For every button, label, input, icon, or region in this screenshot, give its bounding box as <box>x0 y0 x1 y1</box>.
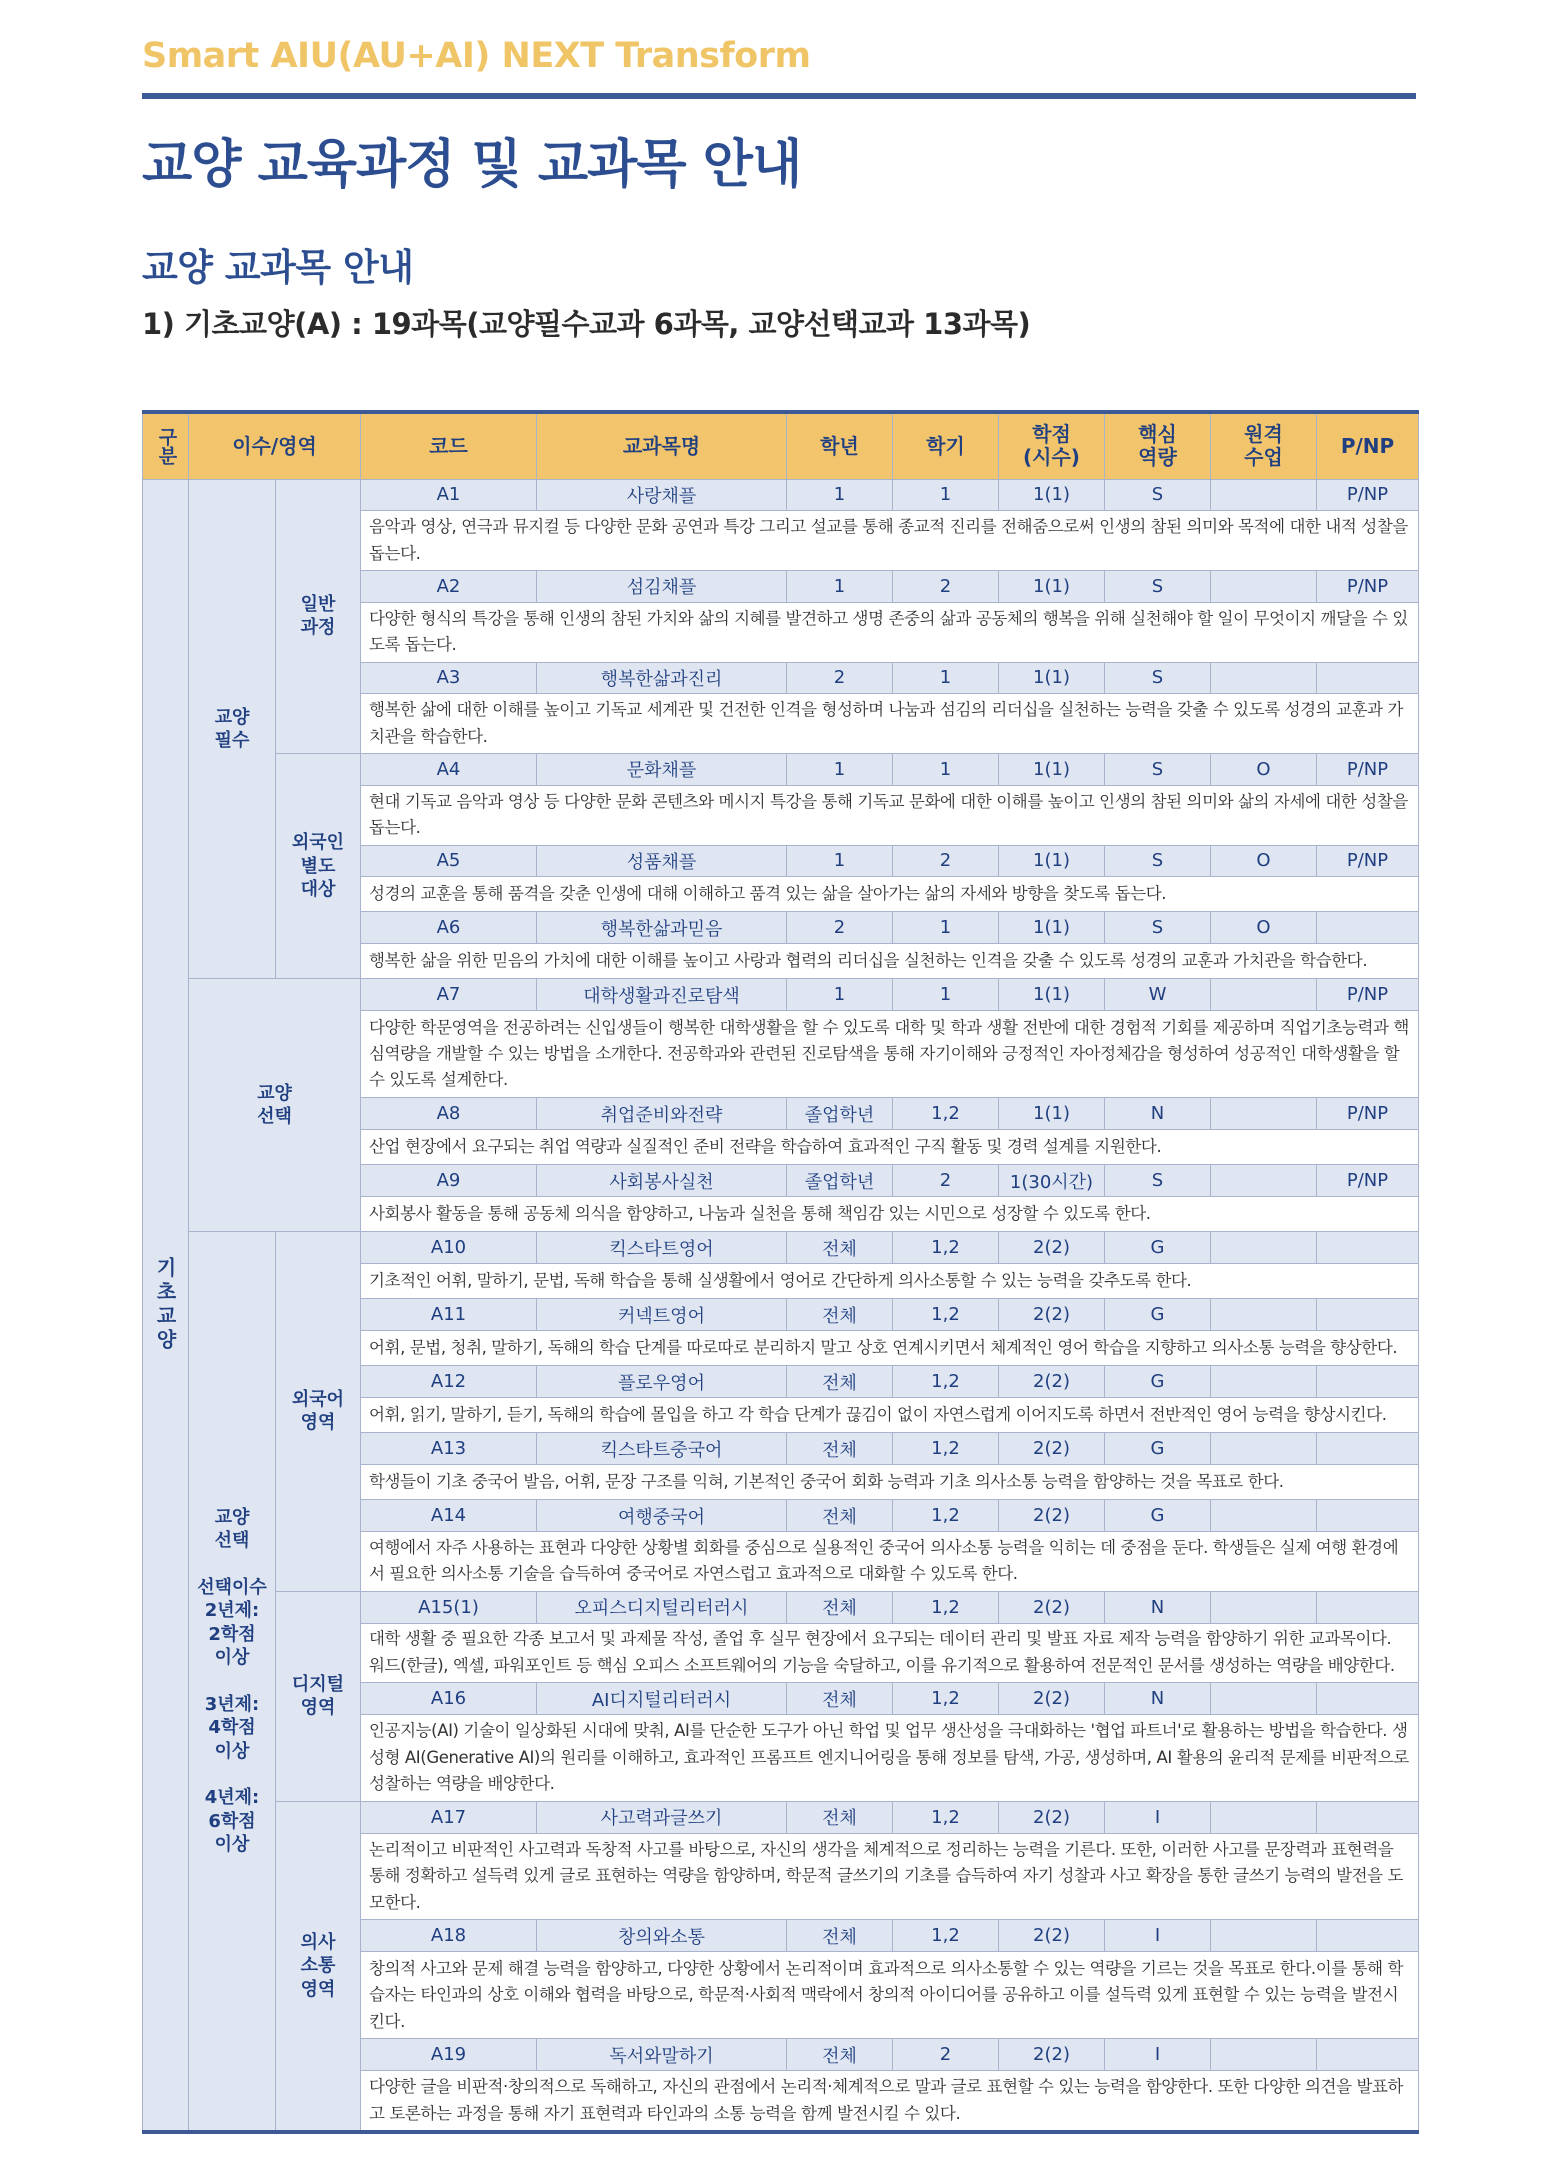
course-semester: 1 <box>893 912 999 944</box>
course-credit: 2(2) <box>999 2039 1105 2071</box>
course-semester: 1,2 <box>893 1366 999 1398</box>
course-pnp <box>1317 1433 1419 1465</box>
course-remote <box>1211 571 1317 603</box>
course-year: 졸업학년 <box>787 1165 893 1197</box>
course-name: 대학생활과진로탐색 <box>537 979 787 1011</box>
course-year: 2 <box>787 662 893 694</box>
course-credit: 2(2) <box>999 1366 1105 1398</box>
course-code: A19 <box>361 2039 537 2071</box>
course-credit: 2(2) <box>999 1500 1105 1532</box>
course-description: 행복한 삶을 위한 믿음의 가치에 대한 이해를 높이고 사랑과 협력의 리더십을 실천하는 인격을 갖출 수 있도록 성경의 교훈과 가치관을 학습한다. <box>361 944 1419 979</box>
group-general: 일반 과정 <box>276 479 361 754</box>
course-remote <box>1211 1683 1317 1715</box>
course-code: A15(1) <box>361 1591 537 1623</box>
course-code: A16 <box>361 1683 537 1715</box>
course-code: A1 <box>361 479 537 511</box>
group-category: 기초교양 <box>143 479 189 2132</box>
course-table <box>142 410 1419 2134</box>
course-credit: 1(1) <box>999 662 1105 694</box>
course-name: 사고력과글쓰기 <box>537 1801 787 1833</box>
course-competency: S <box>1105 479 1211 511</box>
course-year: 1 <box>787 845 893 877</box>
group-communication: 의사 소통 영역 <box>276 1801 361 2132</box>
course-competency: S <box>1105 912 1211 944</box>
course-credit: 2(2) <box>999 1433 1105 1465</box>
course-remote <box>1211 1232 1317 1264</box>
course-competency: S <box>1105 571 1211 603</box>
course-name: 킥스타트중국어 <box>537 1433 787 1465</box>
course-pnp: P/NP <box>1317 1098 1419 1130</box>
course-credit: 1(1) <box>999 979 1105 1011</box>
header-semester: 학기 <box>893 412 999 479</box>
course-remote <box>1211 2039 1317 2071</box>
course-year: 전체 <box>787 1920 893 1952</box>
course-remote: O <box>1211 912 1317 944</box>
course-row <box>143 1801 1419 1833</box>
course-pnp: P/NP <box>1317 979 1419 1011</box>
course-name: 취업준비와전략 <box>537 1098 787 1130</box>
course-pnp <box>1317 662 1419 694</box>
course-description: 논리적이고 비판적인 사고력과 독창적 사고를 바탕으로, 자신의 생각을 체계적으로 정리하는 능력을 기른다. 또한, 이러한 사고를 문장력과 표현력을 통해 정확하고 설득력 있게 글로 표현하는 역량을 함양하며, 학문적 글쓰기의 기초를 습득하여 자기 성찰과 사고 확장을 통한 글쓰기 능력의 발전을 도모한다. <box>361 1833 1419 1920</box>
course-year: 1 <box>787 571 893 603</box>
course-remote <box>1211 1098 1317 1130</box>
group-digital: 디지털 영역 <box>276 1591 361 1801</box>
course-remote <box>1211 1920 1317 1952</box>
course-row <box>143 754 1419 786</box>
course-year: 1 <box>787 754 893 786</box>
course-code: A18 <box>361 1920 537 1952</box>
course-pnp: P/NP <box>1317 571 1419 603</box>
course-semester: 1 <box>893 979 999 1011</box>
course-pnp <box>1317 1500 1419 1532</box>
course-year: 전체 <box>787 1433 893 1465</box>
course-pnp <box>1317 1801 1419 1833</box>
course-code: A3 <box>361 662 537 694</box>
course-remote <box>1211 1299 1317 1331</box>
header-credit: 학점 (시수) <box>999 412 1105 479</box>
course-competency: I <box>1105 1920 1211 1952</box>
course-semester: 1,2 <box>893 1801 999 1833</box>
course-code: A13 <box>361 1433 537 1465</box>
group-language: 외국어 영역 <box>276 1232 361 1591</box>
course-semester: 1 <box>893 754 999 786</box>
course-semester: 2 <box>893 845 999 877</box>
course-code: A14 <box>361 1500 537 1532</box>
course-description: 산업 현장에서 요구되는 취업 역량과 실질적인 준비 전략을 학습하여 효과적인 구직 활동 및 경력 설계를 지원한다. <box>361 1130 1419 1165</box>
header-remote: 원격 수업 <box>1211 412 1317 479</box>
course-credit: 2(2) <box>999 1801 1105 1833</box>
course-name: 사랑채플 <box>537 479 787 511</box>
course-code: A10 <box>361 1232 537 1264</box>
course-description: 음악과 영상, 연극과 뮤지컬 등 다양한 문화 공연과 특강 그리고 설교를 통해 종교적 진리를 전해줌으로써 인생의 참된 의미와 목적에 대한 내적 성찰을 돕는다. <box>361 511 1419 571</box>
course-row <box>143 1591 1419 1623</box>
course-code: A8 <box>361 1098 537 1130</box>
course-pnp: P/NP <box>1317 479 1419 511</box>
group-elective2: 교양 선택 선택이수 2년제: 2학점 이상 3년제: 4학점 이상 4년제: 6학점 이상 <box>189 1232 276 2132</box>
course-competency: G <box>1105 1232 1211 1264</box>
brand-title: Smart AIU(AU+AI) NEXT Transform <box>142 36 811 76</box>
course-competency: I <box>1105 2039 1211 2071</box>
course-pnp <box>1317 1232 1419 1264</box>
course-competency: S <box>1105 845 1211 877</box>
course-description: 대학 생활 중 필요한 각종 보고서 및 과제물 작성, 졸업 후 실무 현장에서 요구되는 데이터 관리 및 발표 자료 제작 능력을 함양하기 위한 교과목이다. 워드(한글), 엑셀, 파워포인트 등 핵심 오피스 소프트웨어의 기능을 숙달하고, 이를 유기적으로 활용하여 전문적인 문서를 생성하는 역량을 배양한다. <box>361 1623 1419 1683</box>
course-competency: G <box>1105 1366 1211 1398</box>
course-credit: 1(1) <box>999 754 1105 786</box>
course-competency: S <box>1105 1165 1211 1197</box>
course-year: 전체 <box>787 1683 893 1715</box>
course-credit: 1(1) <box>999 1098 1105 1130</box>
course-pnp: P/NP <box>1317 754 1419 786</box>
course-semester: 2 <box>893 1165 999 1197</box>
course-description: 다양한 학문영역을 전공하려는 신입생들이 행복한 대학생활을 할 수 있도록 대학 및 학과 생활 전반에 대한 경험적 기회를 제공하며 직업기초능력과 핵심역량을 개발할 수 있는 방법을 소개한다. 전공학과와 관련된 진로탐색을 통해 자기이해와 긍정적인 자아정체감을 형성하여 성공적인 대학생활을 할 수 있도록 설계한다. <box>361 1011 1419 1098</box>
group-elective1: 교양 선택 <box>189 979 361 1232</box>
course-semester: 1,2 <box>893 1920 999 1952</box>
course-name: AI디지털리터러시 <box>537 1683 787 1715</box>
course-competency: G <box>1105 1500 1211 1532</box>
course-name: 여행중국어 <box>537 1500 787 1532</box>
course-description: 창의적 사고와 문제 해결 능력을 함양하고, 다양한 상황에서 논리적이며 효과적으로 의사소통할 수 있는 역량을 기르는 것을 목표로 한다.이를 통해 학습자는 타인과의 상호 이해와 협력을 바탕으로, 학문적·사회적 맥락에서 창의적 아이디어를 공유하고 이를 설득력 있게 표현할 수 있는 능력을 발전시킨다. <box>361 1952 1419 2039</box>
course-year: 1 <box>787 479 893 511</box>
page-subtitle: 교양 교과목 안내 <box>142 246 414 289</box>
course-remote <box>1211 479 1317 511</box>
course-year: 졸업학년 <box>787 1098 893 1130</box>
course-year: 전체 <box>787 1299 893 1331</box>
course-code: A9 <box>361 1165 537 1197</box>
course-description: 다양한 글을 비판적·창의적으로 독해하고, 자신의 관점에서 논리적·체계적으로 말과 글로 표현할 수 있는 능력을 함양한다. 또한 다양한 의견을 발표하고 토론하는 과정을 통해 자기 표현력과 타인과의 소통 능력을 함께 발전시킬 수 있다. <box>361 2071 1419 2132</box>
course-semester: 1,2 <box>893 1683 999 1715</box>
course-year: 전체 <box>787 1801 893 1833</box>
course-description: 현대 기독교 음악과 영상 등 다양한 문화 콘텐츠와 메시지 특강을 통해 기독교 문화에 대한 이해를 높이고 인생의 참된 의미와 삶의 자세에 대한 성찰을 돕는다. <box>361 785 1419 845</box>
course-row <box>143 979 1419 1011</box>
course-competency: I <box>1105 1801 1211 1833</box>
course-name: 행복한삶과진리 <box>537 662 787 694</box>
course-semester: 1,2 <box>893 1500 999 1532</box>
header-competency: 핵심 역량 <box>1105 412 1211 479</box>
course-row <box>143 1232 1419 1264</box>
course-competency: G <box>1105 1299 1211 1331</box>
course-year: 전체 <box>787 1232 893 1264</box>
course-name: 커넥트영어 <box>537 1299 787 1331</box>
course-remote: O <box>1211 754 1317 786</box>
course-description: 성경의 교훈을 통해 품격을 갖춘 인생에 대해 이해하고 품격 있는 삶을 살아가는 삶의 자세와 방향을 찾도록 돕는다. <box>361 877 1419 912</box>
course-name: 성품채플 <box>537 845 787 877</box>
course-pnp <box>1317 912 1419 944</box>
course-name: 섬김채플 <box>537 571 787 603</box>
course-credit: 2(2) <box>999 1920 1105 1952</box>
course-competency: N <box>1105 1591 1211 1623</box>
course-credit: 2(2) <box>999 1232 1105 1264</box>
table-header-row <box>143 412 1419 479</box>
course-credit: 1(1) <box>999 479 1105 511</box>
course-competency: W <box>1105 979 1211 1011</box>
course-semester: 1 <box>893 479 999 511</box>
course-year: 전체 <box>787 2039 893 2071</box>
course-remote <box>1211 1591 1317 1623</box>
course-semester: 1,2 <box>893 1433 999 1465</box>
course-description: 여행에서 자주 사용하는 표현과 다양한 상황별 회화를 중심으로 실용적인 중국어 의사소통 능력을 익히는 데 중점을 둔다. 학생들은 실제 여행 환경에서 필요한 의사소통 기술을 습득하여 중국어로 자연스럽고 효과적으로 대화할 수 있도록 한다. <box>361 1532 1419 1592</box>
header-name: 교과목명 <box>537 412 787 479</box>
course-credit: 1(1) <box>999 912 1105 944</box>
course-code: A5 <box>361 845 537 877</box>
header-pnp: P/NP <box>1317 412 1419 479</box>
course-credit: 1(30시간) <box>999 1165 1105 1197</box>
course-code: A4 <box>361 754 537 786</box>
course-description: 다양한 형식의 특강을 통해 인생의 참된 가치와 삶의 지혜를 발견하고 생명 존중의 삶과 공동체의 행복을 위해 실천해야 할 일이 무엇이지 깨달을 수 있도록 돕는다. <box>361 602 1419 662</box>
course-credit: 1(1) <box>999 845 1105 877</box>
course-semester: 1,2 <box>893 1591 999 1623</box>
course-name: 문화채플 <box>537 754 787 786</box>
course-year: 전체 <box>787 1591 893 1623</box>
course-description: 학생들이 기초 중국어 발음, 어휘, 문장 구조를 익혀, 기본적인 중국어 회화 능력과 기초 의사소통 능력을 함양하는 것을 목표로 한다. <box>361 1465 1419 1500</box>
course-competency: N <box>1105 1098 1211 1130</box>
course-description: 기초적인 어휘, 말하기, 문법, 독해 학습을 통해 실생활에서 영어로 간단하게 의사소통할 수 있는 능력을 갖추도록 한다. <box>361 1264 1419 1299</box>
course-competency: S <box>1105 662 1211 694</box>
course-competency: N <box>1105 1683 1211 1715</box>
group-foreign: 외국인 별도 대상 <box>276 754 361 979</box>
course-code: A12 <box>361 1366 537 1398</box>
course-semester: 1,2 <box>893 1098 999 1130</box>
course-remote <box>1211 1366 1317 1398</box>
course-remote <box>1211 1500 1317 1532</box>
course-name: 사회봉사실천 <box>537 1165 787 1197</box>
course-pnp <box>1317 1920 1419 1952</box>
course-pnp: P/NP <box>1317 845 1419 877</box>
course-remote <box>1211 1801 1317 1833</box>
course-pnp <box>1317 1591 1419 1623</box>
course-year: 1 <box>787 979 893 1011</box>
course-credit: 2(2) <box>999 1299 1105 1331</box>
course-competency: S <box>1105 754 1211 786</box>
course-semester: 2 <box>893 571 999 603</box>
course-description: 어휘, 문법, 청취, 말하기, 독해의 학습 단계를 따로따로 분리하지 말고 상호 연계시키면서 체계적인 영어 학습을 지향하고 의사소통 능력을 향상한다. <box>361 1331 1419 1366</box>
course-description: 사회봉사 활동을 통해 공동체 의식을 함양하고, 나눔과 실천을 통해 책임감 있는 시민으로 성장할 수 있도록 한다. <box>361 1197 1419 1232</box>
course-code: A17 <box>361 1801 537 1833</box>
course-semester: 1,2 <box>893 1299 999 1331</box>
course-name: 오피스디지털리터러시 <box>537 1591 787 1623</box>
course-description: 어휘, 읽기, 말하기, 듣기, 독해의 학습에 몰입을 하고 각 학습 단계가 끊김이 없이 자연스럽게 이어지도록 하면서 전반적인 영어 능력을 향상시킨다. <box>361 1398 1419 1433</box>
course-pnp <box>1317 1299 1419 1331</box>
course-year: 전체 <box>787 1500 893 1532</box>
course-remote <box>1211 1165 1317 1197</box>
course-pnp <box>1317 1366 1419 1398</box>
course-name: 독서와말하기 <box>537 2039 787 2071</box>
course-semester: 1 <box>893 662 999 694</box>
course-row <box>143 479 1419 511</box>
header-category: 구분 <box>143 412 189 479</box>
page-title: 교양 교육과정 및 교과목 안내 <box>142 135 802 195</box>
course-remote <box>1211 979 1317 1011</box>
course-description: 인공지능(AI) 기술이 일상화된 시대에 맞춰, AI를 단순한 도구가 아닌 학업 및 업무 생산성을 극대화하는 '협업 파트너'로 활용하는 방법을 학습한다. 생성형 AI(Generative AI)의 원리를 이해하고, 효과적인 프롬프트 엔지니어링을 통해 정보를 탐색, 가공, 생성하며, AI 활용의 윤리적 문제를 비판적으로 성찰하는 역량을 배양한다. <box>361 1715 1419 1802</box>
course-competency: G <box>1105 1433 1211 1465</box>
section-heading: 1) 기초교양(A) : 19과목(교양필수교과 6과목, 교양선택교과 13과목) <box>142 307 1031 341</box>
course-code: A11 <box>361 1299 537 1331</box>
course-name: 행복한삶과믿음 <box>537 912 787 944</box>
group-required: 교양 필수 <box>189 479 276 979</box>
course-year: 전체 <box>787 1366 893 1398</box>
course-credit: 2(2) <box>999 1683 1105 1715</box>
course-remote: O <box>1211 845 1317 877</box>
course-code: A7 <box>361 979 537 1011</box>
course-remote <box>1211 1433 1317 1465</box>
course-credit: 1(1) <box>999 571 1105 603</box>
course-code: A6 <box>361 912 537 944</box>
header-year: 학년 <box>787 412 893 479</box>
course-name: 플로우영어 <box>537 1366 787 1398</box>
course-code: A2 <box>361 571 537 603</box>
header-rule <box>142 93 1416 99</box>
course-name: 킥스타트영어 <box>537 1232 787 1264</box>
course-semester: 1,2 <box>893 1232 999 1264</box>
course-name: 창의와소통 <box>537 1920 787 1952</box>
course-pnp: P/NP <box>1317 1165 1419 1197</box>
course-remote <box>1211 662 1317 694</box>
course-pnp <box>1317 2039 1419 2071</box>
course-pnp <box>1317 1683 1419 1715</box>
header-area: 이수/영역 <box>189 412 361 479</box>
header-code: 코드 <box>361 412 537 479</box>
course-semester: 2 <box>893 2039 999 2071</box>
course-description: 행복한 삶에 대한 이해를 높이고 기독교 세계관 및 건전한 인격을 형성하며 나눔과 섬김의 리더십을 실천하는 능력을 갖출 수 있도록 성경의 교훈과 가치관을 학습한다. <box>361 694 1419 754</box>
course-credit: 2(2) <box>999 1591 1105 1623</box>
course-year: 2 <box>787 912 893 944</box>
